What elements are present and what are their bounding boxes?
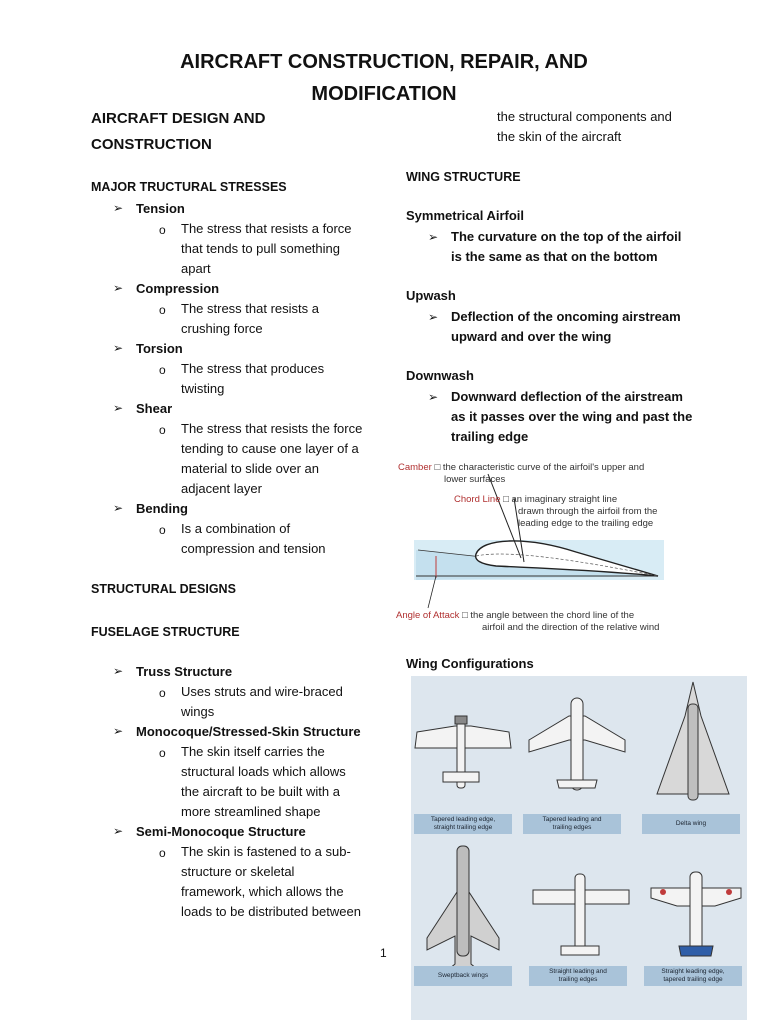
camber-label	[398, 462, 644, 473]
circle-bullet-icon: o	[159, 223, 166, 237]
caption-tapered-leading	[414, 814, 512, 834]
plane-sweptback-wings	[427, 846, 499, 974]
arrow-bullet-icon: ➢	[428, 230, 439, 244]
caption-line: trailing edges	[558, 976, 598, 983]
wing-structure-heading: WING STRUCTURE	[406, 170, 521, 184]
fuselage-desc-line: framework, which allows the	[181, 884, 344, 899]
fuselage-desc-line: structure or skeletal	[181, 864, 295, 879]
arrow-bullet-icon: ➢	[113, 401, 124, 415]
chord-label	[454, 494, 617, 505]
downwash-desc-line: as it passes over the wing and past the	[451, 409, 693, 424]
aoa-definition-cont: airfoil and the direction of the relative wind	[482, 622, 660, 633]
chord-definition-cont: drawn through the airfoil from the	[518, 506, 658, 517]
circle-bullet-icon: o	[159, 423, 166, 437]
stresses-heading: MAJOR TRUCTURAL STRESSES	[91, 180, 287, 194]
section-heading-line1: AIRCRAFT DESIGN AND	[91, 110, 266, 127]
upwash-desc-line: Deflection of the oncoming airstream	[451, 309, 681, 324]
fuselage-desc-line: wings	[181, 704, 215, 719]
caption-delta	[642, 814, 740, 834]
caption-line: Tapered leading edge,	[430, 816, 496, 823]
plane-straight-leading-tapered-trailing	[651, 872, 741, 956]
fuselage-type: Monocoque/Stressed-Skin Structure	[136, 724, 361, 739]
continuation-line: the structural components and	[497, 109, 672, 124]
section-heading-line2: CONSTRUCTION	[91, 136, 212, 153]
page-number: 1	[380, 946, 387, 960]
arrow-bullet-icon: ➢	[113, 281, 124, 295]
arrow-bullet-icon: ➢	[113, 201, 124, 215]
camber-term: Camber	[398, 462, 432, 473]
upwash-desc-line: upward and over the wing	[451, 329, 612, 344]
stress-name: Tension	[136, 201, 185, 216]
symmetrical-airfoil-heading: Symmetrical Airfoil	[406, 208, 525, 223]
caption-line: Sweptback wings	[437, 972, 489, 979]
circle-bullet-icon: o	[159, 746, 166, 760]
plane-straight-edges	[533, 874, 629, 955]
stress-desc-line: Is a combination of	[181, 521, 291, 536]
arrow-bullet-icon: ➢	[113, 664, 124, 678]
caption-line: tapered trailing edge	[663, 976, 723, 983]
structural-designs-heading: STRUCTURAL DESIGNS	[91, 582, 236, 596]
chord-definition: □ an imaginary straight line	[503, 494, 618, 505]
arrow-bullet-icon: ➢	[113, 824, 124, 838]
caption-straight	[529, 966, 627, 986]
stress-name: Compression	[136, 281, 220, 296]
arrow-bullet-icon: ➢	[113, 341, 124, 355]
arrow-bullet-icon: ➢	[113, 501, 124, 515]
caption-tapered-both	[523, 814, 621, 834]
stress-desc-line: crushing force	[181, 321, 263, 336]
chord-term: Chord Line	[454, 494, 501, 505]
fuselage-desc-line: The skin is fastened to a sub-	[181, 844, 351, 859]
continuation-line: the skin of the aircraft	[497, 129, 622, 144]
stress-name: Torsion	[136, 341, 183, 356]
stress-desc-line: tending to cause one layer of a	[181, 441, 359, 456]
airfoil-diagram	[396, 458, 668, 638]
downwash-desc-line: trailing edge	[451, 429, 529, 444]
caption-line: straight trailing edge	[433, 824, 493, 831]
caption-line: Straight leading and	[549, 968, 607, 975]
wing-configurations-panel	[411, 676, 747, 1020]
fuselage-desc-line: structural loads which allows	[181, 764, 346, 779]
sym-desc-line: is the same as that on the bottom	[451, 249, 658, 264]
aoa-definition: □ the angle between the chord line of the	[462, 610, 635, 621]
plane-delta-wing	[657, 682, 729, 800]
circle-bullet-icon: o	[159, 523, 166, 537]
circle-bullet-icon: o	[159, 846, 166, 860]
aoa-term: Angle of Attack	[396, 610, 460, 621]
upwash-heading: Upwash	[406, 288, 456, 303]
stress-desc-line: material to slide over an	[181, 461, 320, 476]
camber-definition: □ the characteristic curve of the airfoil's upper and	[434, 462, 645, 473]
chord-definition-cont: leading edge to the trailing edge	[518, 518, 654, 529]
circle-bullet-icon: o	[159, 303, 166, 317]
stress-desc-line: compression and tension	[181, 541, 326, 556]
caption-line: Straight leading edge,	[661, 968, 725, 975]
page-title-line2: MODIFICATION	[311, 83, 457, 105]
fuselage-type: Truss Structure	[136, 664, 233, 679]
arrow-bullet-icon: ➢	[428, 310, 439, 324]
caption-line: Tapered leading and	[542, 816, 602, 823]
fuselage-type: Semi-Monocoque Structure	[136, 824, 306, 839]
fuselage-desc-line: The skin itself carries the	[181, 744, 325, 759]
stress-desc-line: The stress that resists a	[181, 301, 319, 316]
circle-bullet-icon: o	[159, 363, 166, 377]
sym-desc-line: The curvature on the top of the airfoil	[451, 229, 682, 244]
camber-definition-cont: lower surfaces	[444, 474, 506, 485]
stress-desc-line: The stress that resists a force	[181, 221, 352, 236]
stress-desc-line: twisting	[181, 381, 225, 396]
caption-line: trailing edges	[552, 824, 592, 831]
fuselage-desc-line: loads to be distributed between	[181, 904, 361, 919]
fuselage-desc-line: Uses struts and wire-braced	[181, 684, 343, 699]
plane-tapered-leading-edge	[415, 716, 511, 788]
stress-desc-line: apart	[181, 261, 211, 276]
downwash-heading: Downwash	[406, 368, 474, 383]
stress-desc-line: that tends to pull something	[181, 241, 340, 256]
caption-sweptback	[414, 966, 512, 986]
stress-desc-line: The stress that resists the force	[181, 421, 363, 436]
circle-bullet-icon: o	[159, 686, 166, 700]
stress-name: Bending	[136, 501, 188, 516]
aoa-label	[396, 610, 634, 621]
stress-desc-line: The stress that produces	[181, 361, 325, 376]
arrow-bullet-icon: ➢	[113, 724, 124, 738]
stress-desc-line: adjacent layer	[181, 481, 262, 496]
wing-configurations-heading: Wing Configurations	[406, 656, 534, 671]
stress-name: Shear	[136, 401, 173, 416]
arrow-bullet-icon: ➢	[428, 390, 439, 404]
plane-tapered-both-edges	[529, 698, 625, 790]
caption-line: Delta wing	[675, 820, 707, 827]
fuselage-heading: FUSELAGE STRUCTURE	[91, 625, 240, 639]
caption-straight-leading-tapered-trailing	[644, 966, 742, 986]
fuselage-desc-line: the aircraft to be built with a	[181, 784, 340, 799]
fuselage-desc-line: more streamlined shape	[181, 804, 321, 819]
page-title-line1: AIRCRAFT CONSTRUCTION, REPAIR, AND	[180, 51, 588, 73]
downwash-desc-line: Downward deflection of the airstream	[451, 389, 683, 404]
aoa-pointer	[428, 576, 436, 608]
